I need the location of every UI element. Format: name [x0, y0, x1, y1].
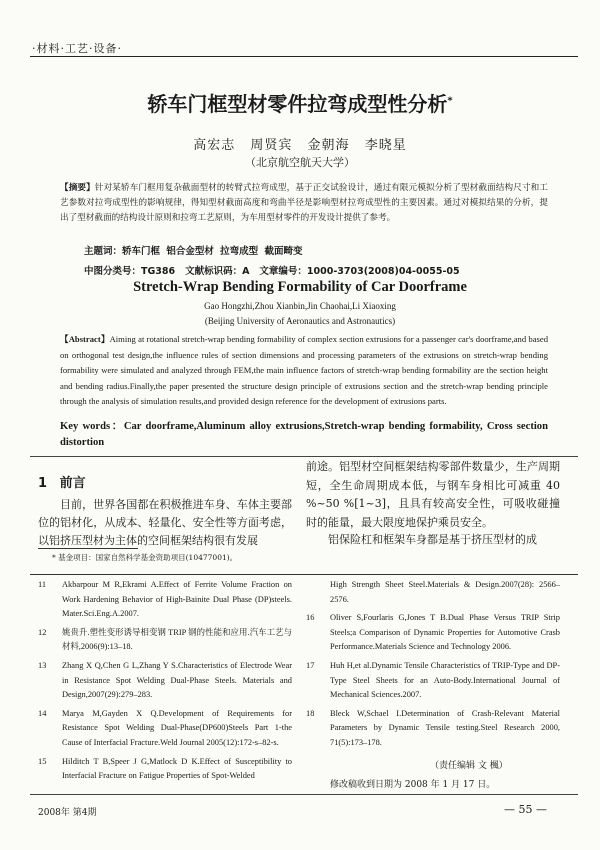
received-date: 修改稿收到日期为 2008 年 1 月 17 日。	[330, 780, 496, 790]
abstract-cn-label: 【摘要】	[60, 183, 95, 193]
page-number: — 55 —	[504, 803, 547, 816]
reference-item: 11 Akbarpour M R,Ekrami A.Effect of Ferrite Volume Fraction on Work Hardening Behavior of High-Bainite Dual Phase (DP)steels. Mater.Sci.Eng.A.2007.	[38, 580, 292, 619]
footnote: * 基金项目：国家自然科学基金资助项目(10477001)。	[52, 553, 238, 562]
footnote-rule	[38, 548, 138, 549]
paper-title-en: Stretch-Wrap Bending Formability of Car Doorframe	[133, 279, 467, 295]
footer-rule	[30, 794, 578, 795]
issue-label: 2008年 第4期	[38, 808, 97, 818]
section-heading: 1 前言	[38, 476, 86, 491]
title-footnote-mark: *	[447, 95, 453, 107]
references-right	[306, 578, 560, 755]
header-rule	[30, 56, 578, 57]
abstract-cn-text: 针对某轿车门框用复杂截面型材的转臂式拉弯成型，基于正交试验设计，通过有限元模拟分析了型材截面结构尺寸和工艺参数对拉弯成型性的影响规律，得知型材截面高度和弯曲半径是影响型材拉弯成型性的主要因素。通过对模拟结果的分析，提出了型材截面的结构设计原则和拉弯工艺原则，为车用型材零件的开发设计提供了参考。	[60, 183, 548, 223]
abstract-en-text: Aiming at rotational stretch-wrap bending formability of complex section extrusions for a passenger car's doorframe,and based on orthogonal test design,the influence rules of section dimensions and processing parameters of the extrusions on stretch-wrap bending formability were simulated and analyzed through FEM,the main influence factors of stretch-wrap bending formability are the section height and bending radius.Finally,the paper presented the structure design principle of extrusions section and the stretch-wrap bending principle through the analysis of simulation results,and provided design reference for the development of extrusions parts.	[60, 334, 548, 407]
abstract-cn	[60, 181, 548, 226]
reference-item: 17 Huh H,et al.Dynamic Tensile Characteristics of TRIP-Type and DP-Type Steel Sheets for an Auto-Body.International Journal of Mechanical Sciences.2007.	[306, 660, 560, 700]
affiliation-cn: （北京航空航天大学）	[245, 156, 355, 169]
body-paragraph-left: 目前，世界各国都在积极推进车身、车体主要部位的铝材化，从成本、轻量化、安全性等方面考虑，以铝挤压型材为主体的空间框架结构很有发展	[38, 498, 292, 547]
reference-item: 16 Oliver S,Fourlaris G,Jones T B.Dual Phase Versus TRIP Strip Steels;a Comparison of Dynamic Properties for Automotive Crasb Performance.Materials Science and Technology 2006.	[306, 613, 560, 652]
section-tag: ·材料·工艺·设备·	[32, 42, 122, 55]
keywords-en: Key words：Car doorframe,Aluminum alloy extrusions,Stretch-wrap bending formability, Cross section distortion	[60, 421, 548, 448]
editor-note: （责任编辑 文 楓）	[430, 761, 508, 771]
reference-item: 14 Marya M,Gayden X Q.Development of Requirements for Resistance Spot Welding Dual-Phase(DP600)Steels Part 1-the Cause of Interfacial Fracture.Weld Journal 2005(12):172-s–82-s.	[38, 708, 292, 747]
body-paragraph-right-2: 铝保险杠和框架车身都是基于挤压型材的成	[328, 533, 537, 546]
classification-line: 中图分类号：TG386 文献标识码：A 文章编号：1000-3703(2008)04-0055-05	[84, 266, 460, 277]
reference-continuation: High Strength Sheet Steel.Materials & Design.2007(28): 2566–2576.	[330, 580, 560, 604]
references-left	[38, 578, 292, 788]
section-divider	[30, 456, 578, 457]
abstract-en-label: 【Abstract】	[60, 334, 110, 344]
keywords-cn: 主题词：轿车门框 铝合金型材 拉弯成型 截面畸变	[84, 246, 303, 257]
references-rule	[30, 574, 578, 575]
abstract-en	[60, 332, 548, 410]
paper-title-cn: 轿车门框型材零件拉弯成型性分析*	[147, 92, 453, 116]
reference-item: 13 Zhang X Q,Chen G L,Zhang Y S.Characteristics of Electrode Wear in Resistance Spot Welding Dual-Phase Steels. Materials and Design,2007(29):279–283.	[38, 660, 292, 700]
authors-cn: 高宏志 周贤宾 金朝海 李晓星	[193, 138, 407, 153]
body-paragraph-right: 前途。铝型材空间框架结构零部件数量少，生产周期短，全生命周期成本低，与钢车身相比可减重 40 %~50 %[1~3]，且具有较高安全性，可吸收碰撞时的能量，最大限度地保护乘员安全。	[306, 460, 560, 529]
reference-item: 15 Hilditch T B,Speer J G,Matlock D K.Effect of Susceptibility to Interfacial Fracture on Fatigue Properties of Spot-Welded	[38, 756, 292, 781]
reference-item: 18 Bleck W,Schael I.Determination of Crash-Relevant Material Parameters by Dynamic Tensile testing.Steel Research 2000, 71(5):173–178.	[306, 708, 560, 747]
affiliation-en: (Beijing University of Aeronautics and Astronautics)	[204, 316, 396, 326]
reference-item: 12 姚贵升.塑性变形诱导相变钢 TRIP 钢的性能和应用.汽车工艺与材料,2006(9):13–18.	[38, 627, 292, 652]
authors-en: Gao Hongzhi,Zhou Xianbin,Jin Chaohai,Li Xiaoxing	[204, 301, 396, 311]
